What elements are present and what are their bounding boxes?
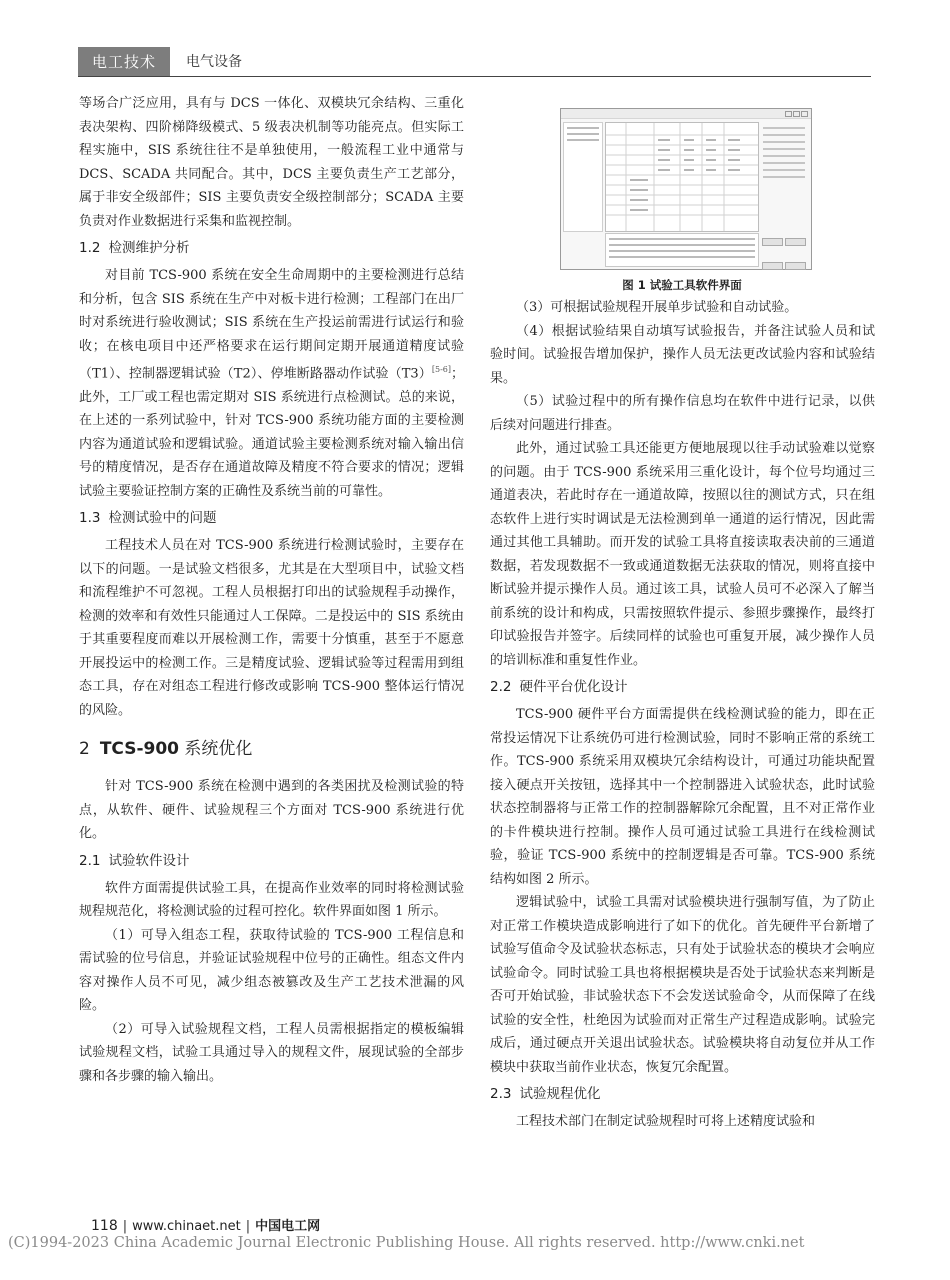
paragraph: （1）可导入组态工程，获取待试验的 TCS-900 工程信息和需试验的位号信息，并验证试验规程中位号的正确性。组态文件内容对操作人员不可见，减少组态被篡改及生产工艺技术泄漏的风险。 [79, 927, 464, 1014]
paragraph: （4）根据试验结果自动填写试验报告，并备注试验人员和试验时间。试验报告增加保护，操作人员无法更改试验内容和试验结果。 [490, 323, 875, 386]
section-number: 2.3 [490, 1086, 512, 1102]
info-panel [761, 122, 807, 230]
paragraph-text: 对目前 TCS-900 系统在安全生命周期中的主要检测进行总结和分析，包含 SIS 系统在生产中对板卡进行检测；工程部门在出厂时对系统进行验收测试；SIS 系统在生产投运前需进行试运行和验收；在核电项目中还严格要求在运行期间定期开展通道精度试验（T1）、控制器逻辑试验（T2）、停堆断路器动作试验（T3） [79, 268, 464, 382]
window-titlebar [561, 109, 811, 119]
paragraph: （2）可导入试验规程文档，工程人员需根据指定的模板编辑试验规程文档，试验工具通过导入的规程文件，展现试验的全部步骤和各步骤的输入输出。 [79, 1021, 464, 1084]
log-panel [605, 233, 759, 267]
project-tree [563, 122, 603, 232]
paragraph: 逻辑试验中，试验工具需对试验模块进行强制写值，为了防止对正常工作模块造成影响进行了如下的优化。首先硬件平台新增了试验写值命令及试验状态标志，只有处于试验状态的模块才会响应试验命令。同时试验工具也将根据模块是否处于试验状态来判断是否可开始试验，非试验状态下不会发送试验命令，从而保障了在线试验的安全性，杜绝因为试验而对正常生产过程造成影响。试验完成后，通过硬点开关退出试验状态。试验模块将自动复位并从工作模块中获取当前作业状态，恢复冗余配置。 [490, 895, 875, 1075]
section-number: 2 [79, 739, 90, 760]
button-group [761, 233, 807, 280]
control-button[interactable] [785, 262, 806, 270]
paragraph: （5）试验过程中的所有操作信息均在软件中进行记录，以供后续对问题进行排查。 [490, 394, 875, 433]
section-title: 系统优化 [184, 739, 253, 760]
control-button[interactable] [762, 238, 783, 246]
test-step-table [605, 122, 759, 232]
control-button[interactable] [785, 238, 806, 246]
paragraph: 等场合广泛应用，具有与 DCS 一体化、双模块冗余结构、三重化表决架构、四阶梯降级模式、5 级表决机制等功能亮点。但实际工程实施中，SIS 系统往往不是单独使用，一般流程工业中通常与 DCS、SCADA 共同配合。其中，DCS 主要负责生产工艺部分，属于非安全级部件；SIS 主要负责安全级控制部分；SCADA 主要负责对作业数据进行采集和监视控制。 [79, 96, 464, 229]
section-heading-1-3 [79, 505, 464, 531]
journal-name: 电工技术 [78, 47, 170, 77]
section-title: 检测维护分析 [108, 240, 190, 256]
copyright-watermark: (C)1994-2023 China Academic Journal Electronic Publishing House. All rights reserved. http://www.cnki.net [8, 1235, 805, 1251]
software-screenshot [560, 108, 812, 270]
section-number: 2.2 [490, 679, 512, 695]
paragraph: 工程技术人员在对 TCS-900 系统进行检测试验时，主要存在以下的问题。一是试验文档很多，尤其是在大型项目中，试验文档和流程维护不可忽视。工程人员根据打印出的试验规程手动操作，检测的效率和有效性只能通过人工保障。二是投运中的 SIS 系统由于其重要程度而难以开展检测工作，需要十分慎重，甚至于不愿意开展投运中的检测工作。三是精度试验、逻辑试验等过程需用到组态工具，存在对组态工程进行修改或影响 TCS-900 整体运行情况的风险。 [79, 538, 464, 718]
section-heading-2 [79, 735, 464, 763]
paragraph: （3）可根据试验规程开展单步试验和自动试验。 [516, 300, 798, 315]
footer-url[interactable]: www.chinaet.net [132, 1219, 241, 1234]
section-title: 试验软件设计 [108, 852, 190, 869]
table-grid [606, 123, 758, 231]
section-number: 1.2 [79, 240, 101, 256]
paragraph [79, 264, 464, 503]
paragraph: TCS-900 硬件平台方面需提供在线检测试验的能力，即在正常投运情况下让系统仍可进行检测试验，同时不影响正常的系统工作。TCS-900 系统采用双模块冗余结构设计，可通过功能块配置接入硬点开关按钮，选择其中一个控制器进入试验状态，此时试验状态控制器将与正常工作的控制器解除冗余配置，且不对正常作业的卡件模块进行控制。操作人员可通过试验工具进行在线检测试验，验证 TCS-900 系统中的控制逻辑是否可靠。TCS-900 系统结构如图 2 所示。 [490, 707, 875, 887]
section-name: 电气设备 [186, 54, 242, 70]
paragraph-text: ；此外，工厂或工程也需定期对 SIS 系统进行点检测试。总的来说，在上述的一系列试验中，针对 TCS-900 系统功能方面的主要检测内容为通道试验和逻辑试验。通道试验主要检测系统对输入输出信号的精度情况，是否存在通道故障及精度不符合要求的情况；逻辑试验主要验证控制方案的正确性及系统当前的可靠性。 [79, 366, 464, 499]
footer-separator: | [245, 1219, 251, 1234]
section-number: 1.3 [79, 510, 101, 527]
section-heading-2-1 [79, 848, 464, 874]
header-rule [78, 76, 871, 77]
section-title: 硬件平台优化设计 [519, 679, 628, 695]
close-icon [801, 111, 808, 117]
citation: [5-6] [431, 365, 451, 374]
right-column [490, 92, 875, 1134]
paragraph: 软件方面需提供试验工具，在提高作业效率的同时将检测试验规程规范化，将检测试验的过程可控化。软件界面如图 1 所示。 [79, 880, 464, 920]
section-number: 2.1 [79, 852, 101, 869]
left-column [79, 92, 464, 1088]
section-title: 检测试验中的问题 [108, 510, 217, 527]
figure-caption: 图 1 试验工具软件界面 [622, 278, 742, 292]
paragraph: 针对 TCS-900 系统在检测中遇到的各类困扰及检测试验的特点，从软件、硬件、试验规程三个方面对 TCS-900 系统进行优化。 [79, 779, 464, 842]
page-number: 118 [91, 1218, 118, 1234]
section-heading-2-3 [490, 1081, 875, 1107]
control-button[interactable] [762, 262, 783, 270]
minimize-icon [785, 111, 792, 117]
paragraph: 工程技术部门在制定试验规程时可将上述精度试验和 [516, 1114, 816, 1129]
section-heading-1-2 [79, 235, 464, 261]
running-header [78, 47, 871, 77]
section-heading-2-2 [490, 674, 875, 700]
footer-separator: | [122, 1219, 128, 1234]
page-footer [91, 1215, 320, 1234]
section-title-bold: TCS-900 [99, 739, 180, 760]
section-title: 试验规程优化 [519, 1086, 601, 1102]
paragraph: 此外，通过试验工具还能更方便地展现以往手动试验难以觉察的问题。由于 TCS-900 系统采用三重化设计，每个位号均通过三通道表决，若此时存在一通道故障，按照以往的测试方式，只在组态软件上进行实时调试是无法检测到单一通道的运行情况，因此需通过其他工具辅助。而开发的试验工具将直接读取表决前的三通道数据，若发现数据不一致或通道数据无法获取的情况，则将直接中断试验并提示操作人员。通过该工具，试验人员可不必深入了解当前系统的设计和构成，只需按照软件提示、参照步骤操作，最终打印试验报告并签字。后续同样的试验也可重复开展，减少操作人员的培训标准和重复性作业。 [490, 441, 875, 668]
figure-1 [492, 98, 872, 296]
footer-brand: 中国电工网 [255, 1219, 321, 1234]
maximize-icon [793, 111, 800, 117]
